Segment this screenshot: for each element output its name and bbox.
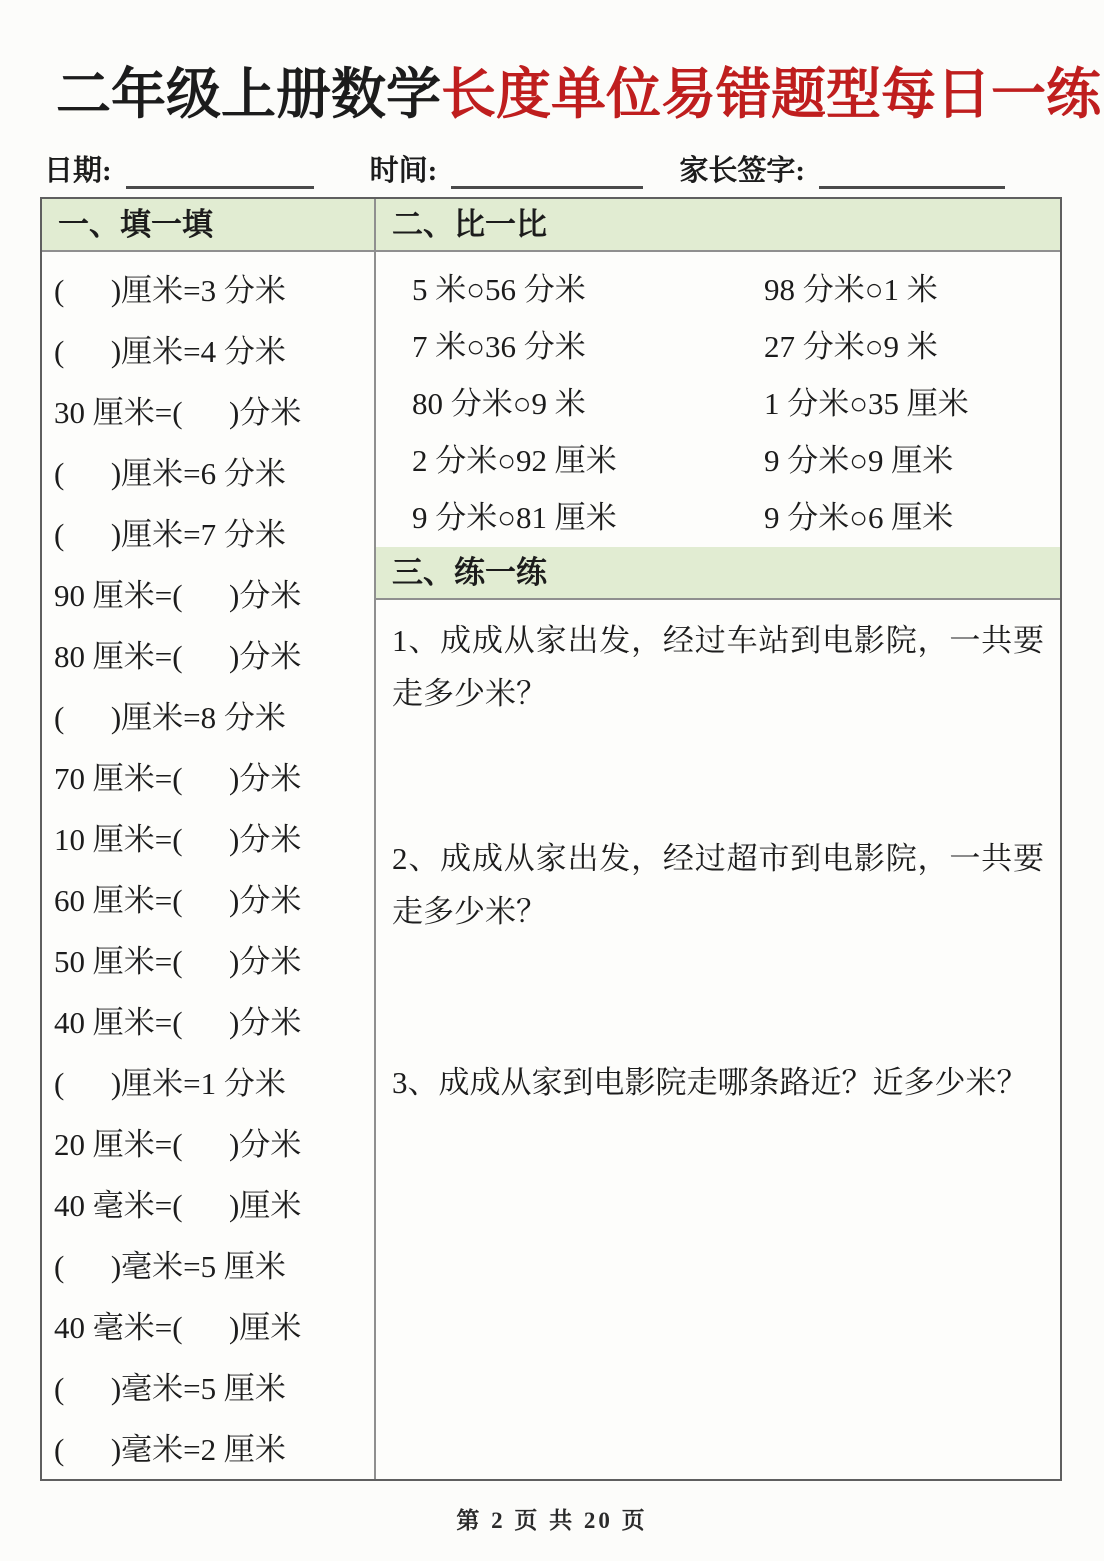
fill-item: 10 厘米=( )分米 — [54, 822, 302, 857]
fill-item-list — [42, 252, 374, 1480]
fill-item: 80 厘米=( )分米 — [54, 639, 302, 674]
practice-problem: 2、成成从家出发，经过超市到电影院，一共要走多少米？ — [392, 841, 1044, 929]
fill-in-column — [42, 199, 376, 1479]
fill-item: ( )厘米=7 分米 — [54, 517, 286, 552]
section-header-fill: 一、填一填 — [42, 199, 374, 252]
meta-row — [44, 148, 1060, 189]
fill-item: ( )毫米=5 厘米 — [54, 1371, 286, 1406]
section-header-compare: 二、比一比 — [376, 199, 1060, 252]
page-number-footer: 第 2 页 共 20 页 — [456, 1508, 648, 1533]
fill-item: 40 厘米=( )分米 — [54, 1005, 302, 1040]
time-blank-line — [451, 155, 643, 189]
compare-row — [412, 489, 1060, 546]
fill-item: ( )厘米=3 分米 — [54, 273, 286, 308]
fill-item: 20 厘米=( )分米 — [54, 1127, 302, 1162]
fill-item: 30 厘米=( )分米 — [54, 395, 302, 430]
compare-item: 5 米○56 分米 — [412, 272, 586, 307]
compare-item: 27 分米○9 米 — [764, 329, 938, 364]
signature-blank-line — [819, 155, 1005, 189]
fill-item: 90 厘米=( )分米 — [54, 578, 302, 613]
fill-item: ( )厘米=4 分米 — [54, 334, 286, 369]
fill-item: 70 厘米=( )分米 — [54, 761, 302, 796]
time-label: 时间: — [369, 155, 438, 187]
compare-row — [412, 375, 1060, 432]
compare-row — [412, 318, 1060, 375]
fill-item: ( )毫米=2 厘米 — [54, 1432, 286, 1467]
fill-item: 40 毫米=( )厘米 — [54, 1310, 302, 1345]
fill-item: ( )厘米=6 分米 — [54, 456, 286, 491]
compare-item: 9 分米○6 厘米 — [764, 500, 954, 535]
fill-item: ( )厘米=1 分米 — [54, 1066, 286, 1101]
practice-problems — [376, 600, 1060, 1109]
fill-item: ( )毫米=5 厘米 — [54, 1249, 286, 1284]
compare-grid — [376, 252, 1060, 547]
compare-item: 1 分米○35 厘米 — [764, 386, 969, 421]
practice-problem: 3、成成从家到电影院走哪条路近？近多少米？ — [392, 1065, 1028, 1100]
fill-item: 60 厘米=( )分米 — [54, 883, 302, 918]
compare-item: 9 分米○9 厘米 — [764, 443, 954, 478]
practice-problem: 1、成成从家出发，经过车站到电影院，一共要走多少米？ — [392, 623, 1044, 711]
fill-item: 40 毫米=( )厘米 — [54, 1188, 302, 1223]
title-red-part: 长度单位易错题型每日一练 — [441, 64, 1102, 125]
date-label: 日期: — [44, 155, 112, 187]
fill-item: 50 厘米=( )分米 — [54, 944, 302, 979]
compare-item: 98 分米○1 米 — [764, 272, 938, 307]
compare-item: 2 分米○92 厘米 — [412, 443, 617, 478]
compare-item: 80 分米○9 米 — [412, 386, 586, 421]
parent-signature-label: 家长签字: — [679, 155, 806, 187]
compare-row — [412, 432, 1060, 489]
section-header-practice: 三、练一练 — [376, 547, 1060, 600]
date-blank-line — [126, 155, 314, 189]
compare-item: 7 米○36 分米 — [412, 329, 586, 364]
page-title — [56, 50, 1101, 129]
compare-row — [412, 261, 1060, 318]
title-black-part: 二年级上册数学 — [56, 64, 442, 125]
compare-item: 9 分米○81 厘米 — [412, 500, 617, 535]
worksheet-table — [40, 197, 1062, 1481]
compare-practice-column — [376, 199, 1060, 1479]
fill-item: ( )厘米=8 分米 — [54, 700, 286, 735]
